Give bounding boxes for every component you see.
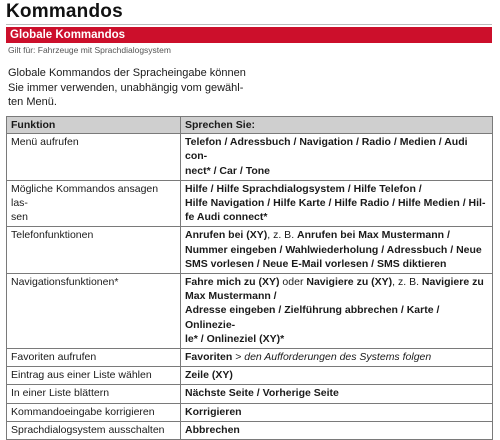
section-header-bar: [6, 27, 492, 43]
function-cell: [7, 403, 181, 421]
command-note: , z. B.: [392, 276, 422, 289]
speak-cell: [181, 180, 493, 227]
speak-cell: [181, 421, 493, 439]
voice-command: Adresse eingeben / Zielführung abbrechen / Karte / Onlinezie-: [185, 304, 440, 331]
function-text: Kommandoeingabe korrigieren: [11, 405, 155, 418]
function-text: In einer Liste blättern: [11, 387, 110, 400]
function-cell: [7, 421, 181, 439]
voice-command: Anrufen bei Max Mustermann /: [297, 229, 450, 242]
function-cell: [7, 134, 181, 181]
function-text: Menü aufrufen: [11, 136, 79, 149]
function-text: Mögliche Kommandos ansagen las-: [11, 182, 159, 210]
voice-command: Fahre mich zu (XY): [185, 276, 280, 289]
function-text: Favoriten aufrufen: [11, 351, 97, 364]
voice-command: nect* / Car / Tone: [185, 164, 270, 177]
voice-command: le* / Onlineziel (XY)*: [185, 332, 285, 345]
voice-command: Anrufen bei (XY): [185, 229, 268, 242]
voice-command: Navigiere zu: [421, 276, 484, 289]
function-text: Navigationsfunktionen*: [11, 276, 119, 289]
voice-command: Korrigieren: [185, 405, 242, 418]
validity-note: Gilt für: Fahrzeuge mit Sprachdialogsystem: [8, 45, 171, 55]
section-title: Globale Kommandos: [10, 29, 126, 41]
intro-line: Sie immer verwenden, unabhängig vom gewähl-: [8, 81, 244, 94]
table-row: [7, 180, 493, 227]
intro-line: Globale Kommandos der Spracheingabe können: [8, 67, 246, 79]
speak-cell: [181, 367, 493, 385]
voice-command: Abbrechen: [185, 423, 240, 436]
table-row: [7, 134, 493, 181]
table-row: [7, 274, 493, 349]
title-divider: [6, 24, 492, 25]
speak-cell: [181, 349, 493, 367]
intro-line: ten Menü.: [8, 96, 57, 109]
table-row: [7, 367, 493, 385]
command-note: oder: [279, 276, 307, 289]
speak-cell: [181, 134, 493, 181]
voice-command: Hilfe / Hilfe Sprachdialogsystem / Hilfe Telefon /: [185, 182, 422, 195]
function-cell: [7, 274, 181, 349]
table-row: [7, 421, 493, 439]
commands-table: [6, 116, 493, 440]
table-row: [7, 349, 493, 367]
function-text: sen: [11, 211, 28, 224]
voice-command: Nummer eingeben / Wahlwiederholung / Adressbuch / Neue: [185, 243, 482, 256]
function-text: Sprachdialogsystem ausschalten: [11, 423, 165, 436]
function-text: Eintrag aus einer Liste wählen: [11, 369, 152, 382]
table-row: [7, 385, 493, 403]
voice-command: Favoriten: [185, 351, 233, 364]
speak-cell: [181, 227, 493, 274]
table-row: [7, 227, 493, 274]
voice-command: Navigiere zu (XY): [306, 276, 393, 289]
voice-command: fe Audi connect*: [185, 211, 268, 224]
intro-paragraph: [8, 66, 248, 110]
voice-command: Nächste Seite / Vorherige Seite: [185, 387, 339, 400]
table-header-row: [7, 117, 493, 134]
command-note: , z. B.: [267, 229, 298, 242]
command-note: > den Aufforderungen des Systems folgen: [232, 351, 432, 364]
column-header-function: Funktion: [7, 117, 181, 134]
function-cell: [7, 385, 181, 403]
voice-command: Zeile (XY): [185, 369, 233, 382]
speak-cell: [181, 385, 493, 403]
table-body: [7, 134, 493, 440]
speak-cell: [181, 403, 493, 421]
function-cell: [7, 367, 181, 385]
voice-command: Hilfe Navigation / Hilfe Karte / Hilfe Radio / Hilfe Medien / Hil-: [185, 197, 486, 210]
table-row: [7, 403, 493, 421]
function-text: Telefonfunktionen: [11, 229, 94, 242]
function-cell: [7, 349, 181, 367]
voice-command: SMS vorlesen / Neue E-Mail vorlesen / SMS diktieren: [185, 257, 447, 270]
page-title: Kommandos: [6, 1, 123, 22]
function-cell: [7, 180, 181, 227]
function-cell: [7, 227, 181, 274]
voice-command: Telefon / Adressbuch / Navigation / Radio / Medien / Audi con-: [185, 136, 468, 163]
voice-command: Max Mustermann /: [185, 290, 277, 303]
speak-cell: [181, 274, 493, 349]
column-header-speak: Sprechen Sie:: [181, 117, 493, 134]
